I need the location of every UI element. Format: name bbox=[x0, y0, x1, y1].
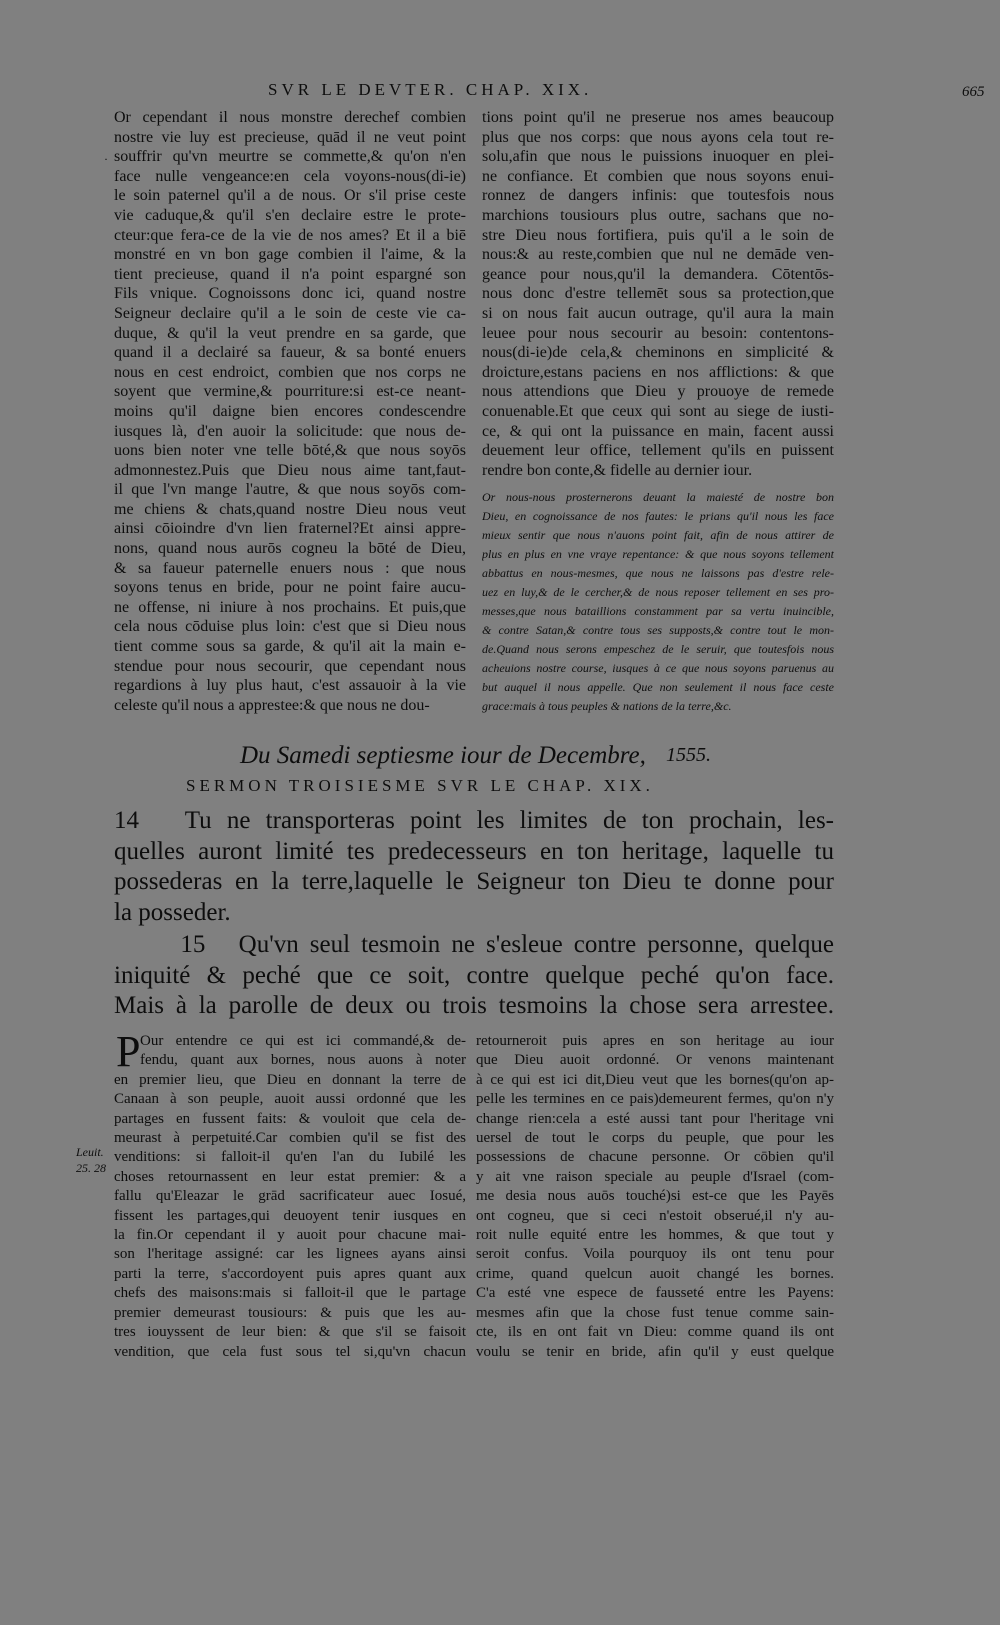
margin-note-line: Leuit. bbox=[76, 1145, 104, 1159]
verse-number: 15 bbox=[180, 931, 206, 958]
text-line: nons, quand nous aurōs cogneu la bōté de Dieu, bbox=[114, 540, 466, 558]
text-column-left-bottom bbox=[114, 1027, 466, 1362]
text-line: iusques là, d'en auoir la solicitude: que nous de- bbox=[114, 422, 466, 440]
text-column-right-bottom bbox=[476, 1032, 834, 1362]
text-line: stre Dieu nous fortifiera, puis qu'il a le soin de bbox=[482, 226, 834, 244]
running-head: SVR LE DEVTER. CHAP. XIX. bbox=[268, 80, 593, 99]
text-line: crime, quand quelcun auoit changé les bornes. bbox=[476, 1265, 834, 1282]
text-line: grace:mais à tous peuples & nations de la terre,&c. bbox=[482, 699, 732, 713]
text-line: le soin paternel qu'il a de nous. Or s'il prise ceste bbox=[114, 187, 466, 205]
text-line: C'a esté vne espece de fausseté entre les Payens: bbox=[476, 1285, 834, 1302]
text-line: nous(di-ie)de cela,& cheminons en simplicité & bbox=[482, 344, 834, 362]
text-line: premier demeurast tousiours: & puis que les au- bbox=[114, 1304, 466, 1321]
text-line: Dieu, en cognoissance de nos fautes: le prians qu'il nous les face bbox=[482, 509, 834, 523]
text-line: plus en plus en vne vraye repentance: & que nous soyons tellement bbox=[482, 547, 834, 561]
text-line: & contre Satan,& contre tous ses supposts,& contre tout le mon- bbox=[482, 623, 834, 637]
text-line: tient comme sous sa garde, & qu'il ait la main e- bbox=[114, 638, 466, 656]
text-line: nous donc d'estre tellemēt sous sa protection,que bbox=[482, 285, 834, 303]
text-line: nous en cest endroict, combien que nos corps ne bbox=[114, 363, 466, 381]
verse-line: possederas en la terre,laquelle le Seigneur ton Dieu te donne pour bbox=[114, 868, 834, 895]
text-line: chefs des maisons:mais si falloit-il que le partage bbox=[114, 1285, 466, 1302]
text-line: à ce qui est ici dit,Dieu veut que les bornes(qu'on ap- bbox=[476, 1071, 834, 1088]
text-line: ne offense, ni iniure à nos prochains. Et puis,que bbox=[114, 598, 466, 616]
text-line: plus que nos corps: que nous ayons cela tout re- bbox=[482, 128, 834, 146]
text-line: choses retournassent en leur estat premier: & a bbox=[114, 1168, 466, 1185]
text-line: moins qu'il daigne bien encores condescendre bbox=[114, 402, 466, 420]
text-line: tient precieuse, quand il n'a point espargné son bbox=[114, 265, 466, 283]
verse-line: la posseder. bbox=[114, 898, 231, 926]
date-year: 1555. bbox=[666, 744, 711, 766]
text-line: fissent les partages,qui deuoyent tenir iusques en bbox=[114, 1207, 466, 1224]
text-line: de.Quand nous serons empeschez de le seruir, que toutesfois nous bbox=[482, 642, 834, 656]
text-line: regardions à luy plus haut, c'est assauoir à la vie bbox=[114, 677, 466, 695]
text-line: parti la terre, s'accordoyent puis apres quant aux bbox=[114, 1265, 466, 1282]
text-line: nous:& au reste,combien que nul ne demāde ven- bbox=[482, 246, 834, 264]
text-line: solu,afin que nous le puissions inuoquer en plei- bbox=[482, 148, 834, 166]
page-number: 665 bbox=[962, 84, 985, 100]
text-line: fendu, quant aux bornes, nous auons à noter bbox=[140, 1052, 466, 1069]
text-line: ce, & qui ont la puissance en main, facent aussi bbox=[482, 422, 834, 440]
text-line: change rien:cela a esté aussi tant pour l'heritage vni bbox=[476, 1110, 834, 1127]
text-line: Or cependant il nous monstre derechef combien bbox=[114, 109, 466, 126]
verse-number: 14 bbox=[114, 807, 139, 834]
verse-line: iniquité & peché que ce soit, contre quelque peché qu'on face. bbox=[114, 961, 834, 989]
text-line: marchions tousiours plus outre, sachans que no- bbox=[482, 206, 834, 224]
text-line: cteur:que fera-ce de la vie de nos ames? Et il a biē bbox=[114, 226, 466, 244]
text-line: admonnestez.Puis que Dieu nous aime tant,faut- bbox=[114, 461, 466, 479]
text-line: fallu qu'Eleazar le grād sacrificateur auec Iosué, bbox=[114, 1188, 466, 1205]
sermon-heading: SERMON TROISIESME SVR LE CHAP. XIX. bbox=[186, 776, 654, 795]
text-line: me desia nous auōs touché)si est-ce que les Payēs bbox=[476, 1188, 834, 1205]
verse-line bbox=[114, 930, 834, 961]
text-line: ne confiance. Et combien que nous soyons enui- bbox=[482, 167, 834, 185]
text-line: mieux sentir que nous n'auons point fait, afin de nous attirer de bbox=[482, 528, 834, 542]
text-line: mesmes afin que la chose fust tenue comme sain- bbox=[476, 1304, 834, 1321]
text-line: y ait vne raison speciale au peuple d'Israel (com- bbox=[476, 1168, 834, 1185]
text-line: nostre vie luy est precieuse, quād il ne veut point bbox=[114, 128, 466, 146]
closing-prayer bbox=[482, 488, 834, 716]
text-line: uons bien noter vne telle bōté,& que nous soyōs bbox=[114, 442, 466, 460]
text-line: retourneroit puis apres en son heritage au iour bbox=[476, 1033, 834, 1049]
text-line: cte, ils en ont fait vn Dieu: comme quand ils ont bbox=[476, 1324, 834, 1341]
text-line: Fils vnique. Cognoissons donc ici, quand nostre bbox=[114, 285, 466, 303]
text-line: ronnez de dangers infinis: que toutesfois nous bbox=[482, 187, 834, 205]
text-line: monstré en vn bon gage combien il l'aime, & la bbox=[114, 246, 466, 264]
text-line: roit nulle equité entre les hommes, & que tout y bbox=[476, 1227, 834, 1244]
text-line: meurast à perpetuité.Car combien qu'il se fist des bbox=[114, 1130, 466, 1147]
date-heading-text: Du Samedi septiesme iour de Decembre, bbox=[240, 742, 646, 769]
text-line: but auquel il nous appelle. Que non seulement il nous face ceste bbox=[482, 680, 834, 694]
text-column-right-top bbox=[482, 108, 834, 480]
verse-line bbox=[114, 806, 834, 837]
text-line: rendre bon conte,& fidelle au dernier iour. bbox=[482, 461, 753, 479]
text-line: acheuions nostre course, iusques à ce que nous soyons paruenus au bbox=[482, 661, 834, 675]
text-line: tions point qu'il ne preserue nos ames beaucoup bbox=[482, 109, 834, 126]
verse-text: Qu'vn seul tesmoin ne s'esleue contre personne, quelque bbox=[238, 931, 834, 958]
text-line: duque, & qu'il la veut prendre en sa garde, que bbox=[114, 324, 466, 342]
text-line: que Dieu auoit ordonné. Or venons maintenant bbox=[476, 1052, 834, 1069]
text-line: il que l'vn mange l'autre, & que nous soyōs com- bbox=[114, 481, 466, 499]
text-line: si on nous fait aucun outrage, qu'il aura la main bbox=[482, 304, 834, 322]
text-line: soyons tenus en bride, pour ne point faire aucu- bbox=[114, 579, 466, 597]
verse-line: Mais à la parolle de deux ou trois tesmoins la chose sera arrestee. bbox=[114, 992, 834, 1019]
text-line: quand il a declairé sa faueur, & sa bonté enuers bbox=[114, 344, 466, 362]
text-line: souffrir qu'vn meurtre se commette,& qu'on n'en bbox=[114, 148, 466, 166]
text-line: voulu se tenir en bride, afin qu'il y eust quelque bbox=[476, 1343, 834, 1360]
text-line: en premier lieu, que Dieu en donnant la terre de bbox=[114, 1071, 466, 1088]
text-line: cela nous cōduise plus loin: c'est que si Dieu nous bbox=[114, 618, 466, 636]
text-line: uez en luy,& de le cercher,& de nous reposer tellement en ses pro- bbox=[482, 585, 834, 599]
text-line: son l'heritage assigné: car les lignees ayans ainsi bbox=[114, 1246, 466, 1263]
verse-line: quelles auront limité tes predecesseurs en ton heritage, laquelle tu bbox=[114, 837, 834, 865]
text-line: seroit confus. Voila pourquoy ils ont tenu pour bbox=[476, 1246, 834, 1263]
text-line: vendition, que cela fust sous tel si,qu'vn chacun bbox=[114, 1343, 466, 1360]
margin-mark: · bbox=[104, 152, 108, 166]
text-line: me chiens & chats,quand nostre Dieu nous veut bbox=[114, 500, 466, 518]
text-line: pelle les termines en ce pais)demeurent fermes, qu'on n'y bbox=[476, 1091, 834, 1108]
text-column-left-top bbox=[114, 108, 466, 715]
margin-note-line: 25. 28 bbox=[76, 1161, 106, 1175]
text-line: droicture,estans paciens en nos afflictions: & que bbox=[482, 363, 834, 381]
verse-15 bbox=[114, 930, 834, 1022]
text-line: conuenable.Et que ceux qui sont au siege de iusti- bbox=[482, 402, 834, 420]
text-line: partages en fussent faits: & vouloit que cela de- bbox=[114, 1110, 466, 1127]
text-line: venditions: si falloit-il qu'en l'an du Iubilé les bbox=[114, 1149, 466, 1166]
text-line: vie caduque,& qu'il s'en declaire estre le prote- bbox=[114, 206, 466, 224]
text-line: possessions de chacune personne. Or cōbien qu'il bbox=[476, 1149, 834, 1166]
text-line: deuement leur office, tellement qu'ils en puissent bbox=[482, 442, 834, 460]
text-line: ont cogneu, que si ceci n'estoit obserué,il n'y au- bbox=[476, 1207, 834, 1224]
text-line: la fin.Or cependant il y auoit pour chacune mai- bbox=[114, 1227, 466, 1244]
verse-14 bbox=[114, 806, 834, 928]
text-line: Or nous-nous prosternerons deuant la maiesté de nostre bon bbox=[482, 490, 834, 504]
text-line: abbattus en nous-mesmes, que nous ne laissons pas d'estre rele- bbox=[482, 566, 834, 580]
text-line: messes,que nous bataillions constamment par sa vertu inuincible, bbox=[482, 604, 834, 618]
drop-cap: P bbox=[116, 1027, 141, 1076]
text-line: geance pour nous,qu'il la demandera. Cōtentōs- bbox=[482, 265, 834, 283]
text-line: face nulle vengeance:en cela voyons-nous(di-ie) bbox=[114, 167, 466, 185]
text-line: leuee pour nous secourir au besoin: contentons- bbox=[482, 324, 834, 342]
text-line: stendue pour nous secourir, que cependant nous bbox=[114, 657, 466, 675]
text-line: soyent que vermine,& pourriture:si est-ce neant- bbox=[114, 383, 466, 401]
text-line: ainsi cōioindre d'vn lien fraternel?Et ainsi appre- bbox=[114, 520, 466, 538]
text-line: Canaan à son peuple, auoit aussi ordonné que les bbox=[114, 1091, 466, 1108]
text-line: nous attendions que Dieu y prouoye de remede bbox=[482, 383, 834, 401]
text-line: & sa faueur paternelle enuers nous : que nous bbox=[114, 559, 466, 577]
text-line: Seigneur declaire qu'il a le soin de ceste vie ca- bbox=[114, 304, 466, 322]
text-line: Our entendre ce qui est ici commandé,& de- bbox=[140, 1033, 466, 1049]
margin-note-leviticus bbox=[76, 1144, 106, 1176]
text-line: tres iouyssent de leur bien: & que s'il se faisoit bbox=[114, 1324, 466, 1341]
text-line: uersel de tout le corps du peuple, que pour les bbox=[476, 1130, 834, 1147]
date-heading bbox=[240, 742, 840, 770]
text-line: celeste qu'il nous a apprestee:& que nous ne dou- bbox=[114, 696, 430, 714]
verse-text: Tu ne transporteras point les limites de ton prochain, les- bbox=[184, 807, 834, 834]
